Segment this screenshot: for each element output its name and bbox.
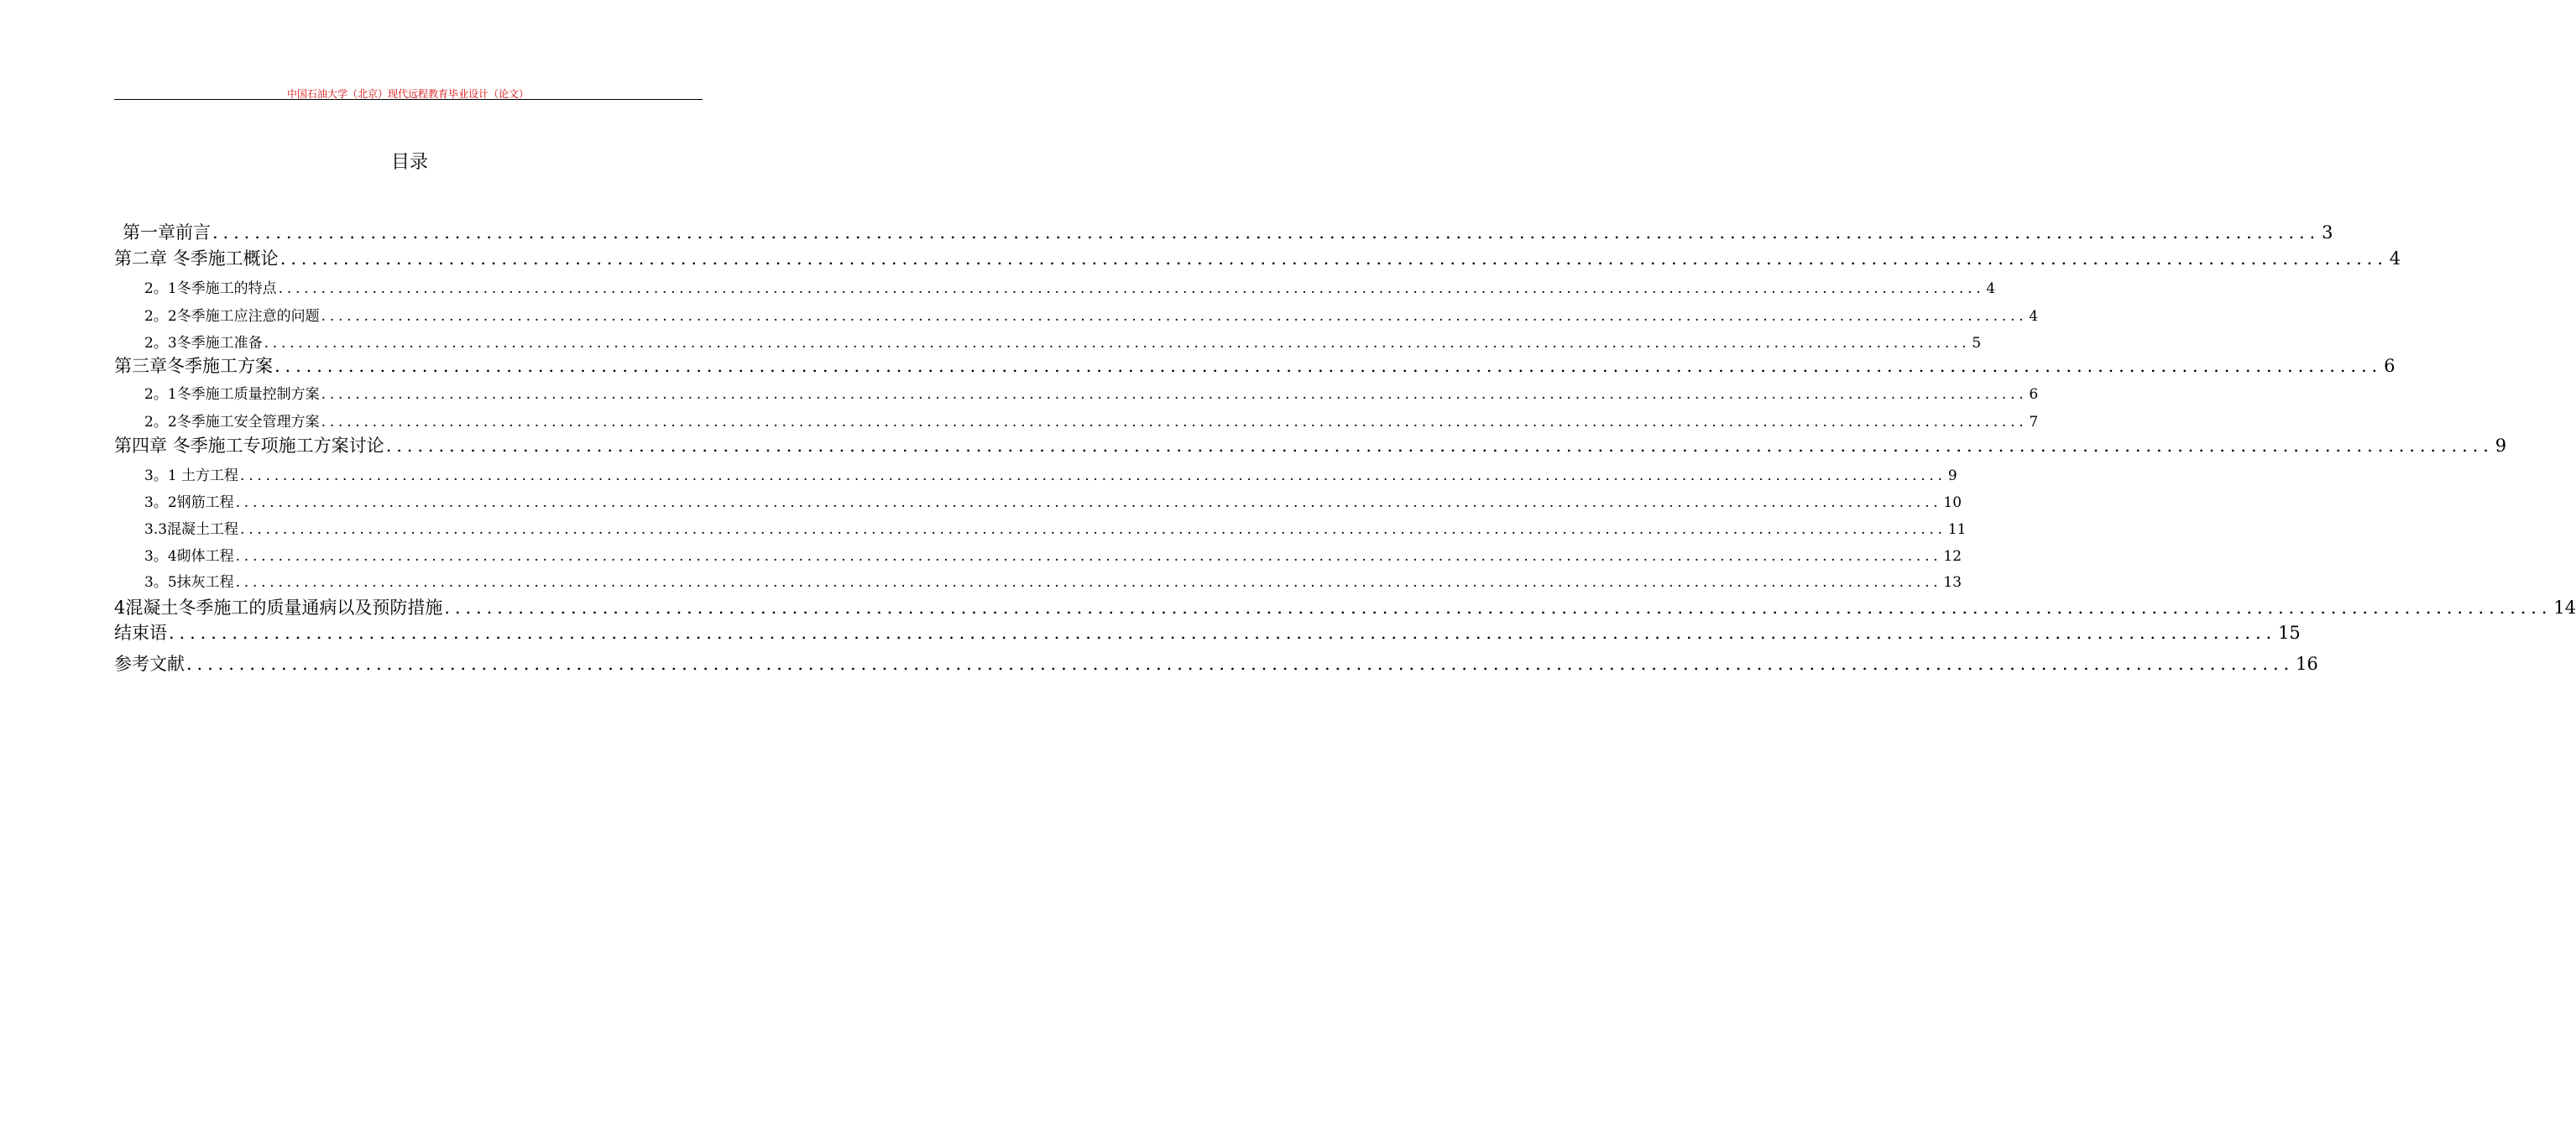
toc-page-number: 9 [1947,467,1957,484]
toc-entry-label: 3。1 土方工程 [144,467,239,484]
toc-page-number: 6 [2029,386,2039,403]
toc-page-number: 5 [1972,335,1982,352]
toc-title: 目录 [390,152,428,173]
toc-entry-label: 2。2冬季施工应注意的问题 [144,308,320,325]
toc-dot-leader: ........................................................................................................................................................................................................ [186,654,2295,674]
toc-page-number: 13 [1943,574,1962,591]
toc-dot-leader: ........................................................................................................................................................................................................ [278,280,1985,297]
toc-section-entry[interactable] [144,546,1962,567]
toc-page-number: 4 [1986,280,1996,297]
toc-dot-leader: ........................................................................................................................................................................................................ [321,386,2028,403]
toc-chapter-entry[interactable] [114,433,2507,458]
toc-entry-label: 第一章前言 [123,222,211,243]
toc-dot-leader: ........................................................................................................................................................................................................ [240,467,1946,484]
toc-entry-label: 第二章 冬季施工概论 [114,248,279,269]
toc-entry-label: 4混凝土冬季施工的质量通病以及预防措施 [114,598,443,618]
toc-dot-leader: ........................................................................................................................................................................................................ [235,574,1942,591]
toc-chapter-entry[interactable] [123,220,2333,245]
toc-entry-label: 2。1冬季施工质量控制方案 [144,386,320,403]
toc-section-entry[interactable] [144,332,1982,354]
toc-section-entry[interactable] [144,492,1962,514]
toc-chapter-entry[interactable] [114,353,2396,379]
toc-page-number: 3 [2322,222,2333,243]
toc-dot-leader: ........................................................................................................................................................................................................ [274,356,2383,376]
toc-page-number: 6 [2384,356,2396,376]
toc-entry-label: 2。2冬季施工安全管理方案 [144,414,320,431]
toc-dot-leader: ........................................................................................................................................................................................................ [321,308,2028,325]
toc-section-entry[interactable] [144,306,2039,327]
toc-page-number: 10 [1943,494,1962,511]
toc-entry-label: 3。5抹灰工程 [144,574,234,591]
page-header: 中国石油大学（北京）现代远程教育毕业设计（论文） [286,88,529,100]
toc-chapter-entry[interactable] [114,651,2318,676]
toc-dot-leader: ........................................................................................................................................................................................................ [235,548,1942,565]
toc-page-number: 16 [2296,654,2318,674]
toc-page-number: 4 [2389,248,2401,269]
toc-page-number: 15 [2278,623,2301,643]
toc-section-entry[interactable] [144,384,2039,405]
toc-dot-leader: ........................................................................................................................................................................................................ [280,248,2388,269]
toc-entry-label: 3.3混凝土工程 [144,521,239,538]
toc-entry-label: 第三章冬季施工方案 [114,356,273,376]
toc-dot-leader: ........................................................................................................................................................................................................ [385,436,2494,456]
toc-page-number: 12 [1943,548,1962,565]
toc-entry-label: 第四章 冬季施工专项施工方案讨论 [114,436,384,456]
toc-dot-leader: ........................................................................................................................................................................................................ [235,494,1942,511]
toc-entry-label: 2。1冬季施工的特点 [144,280,277,297]
toc-chapter-entry[interactable] [114,595,2576,620]
toc-entry-label: 3。2钢筋工程 [144,494,234,511]
toc-dot-leader: ........................................................................................................................................................................................................ [240,521,1946,538]
toc-section-entry[interactable] [144,572,1962,593]
toc-entry-label: 3。4砌体工程 [144,548,234,565]
toc-section-entry[interactable] [144,465,1957,487]
toc-entry-label: 2。3冬季施工准备 [144,335,263,352]
toc-dot-leader: ........................................................................................................................................................................................................ [264,335,1971,352]
toc-section-entry[interactable] [144,519,1967,540]
toc-page-number: 14 [2553,598,2576,618]
toc-dot-leader: ........................................................................................................................................................................................................ [321,414,2028,431]
toc-dot-leader: ........................................................................................................................................................................................................ [212,222,2321,243]
toc-page-number: 4 [2029,308,2039,325]
toc-chapter-entry[interactable] [114,620,2301,645]
toc-dot-leader: ........................................................................................................................................................................................................ [169,623,2277,643]
toc-page-number: 9 [2495,436,2507,456]
toc-section-entry[interactable] [144,411,2039,433]
toc-entry-label: 参考文献 [114,654,185,674]
toc-section-entry[interactable] [144,278,1996,300]
toc-page-number: 11 [1947,521,1967,538]
toc-dot-leader: ........................................................................................................................................................................................................ [444,598,2552,618]
toc-entry-label: 结束语 [114,623,167,643]
toc-page-number: 7 [2029,414,2039,431]
toc-chapter-entry[interactable] [114,246,2401,271]
